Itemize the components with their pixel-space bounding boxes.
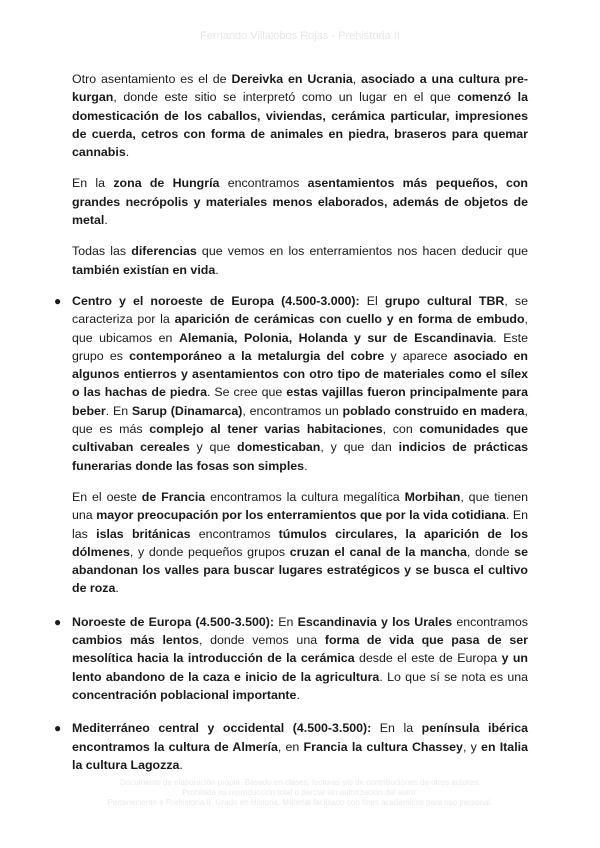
bold-text-run: comenzó la domesticación de los caballos, viviendas, cerámica particular, impresiones de cuerda, cetros con forma de animales en piedra, braseros para quemar cannabis: [72, 90, 529, 160]
text-run: que vemos en los enterramientos nos hacen deducir que: [196, 244, 528, 259]
text-run: , donde vemos una: [198, 633, 325, 648]
bold-text-run: Alemania, Polonia, Holanda y sur de Escandinavia: [178, 330, 494, 345]
text-run: . En: [105, 403, 132, 418]
paragraph: [72, 70, 528, 161]
bold-text-run: Francia la cultura Chassey: [303, 739, 463, 754]
text-run: , con: [382, 422, 420, 437]
bold-text-run: mayor preocupación por los enterramientos que por la vida cotidiana: [96, 508, 506, 523]
text-run: , donde: [466, 544, 515, 559]
bullet-dot-icon: ●: [54, 293, 62, 308]
text-run: Todas las: [72, 244, 132, 259]
text-run: . Lo que sí se nota es una: [379, 669, 528, 684]
bold-text-run: aparición de cerámicas con cuello y en forma de embudo: [174, 312, 525, 327]
bullet-item: [54, 719, 528, 774]
bold-text-run: complejo al tener varias habitaciones: [149, 422, 383, 437]
bold-text-run: cambios más lentos: [72, 633, 199, 648]
paragraph: [72, 242, 528, 279]
bullet-item: [54, 292, 529, 598]
text-run: y que: [189, 440, 238, 455]
document-body: [54, 70, 529, 789]
bold-text-run: indicios: [398, 440, 446, 455]
intro-paragraphs: [72, 70, 528, 279]
text-run: ,: [352, 72, 362, 86]
bullet-paragraph: [72, 292, 528, 475]
text-run: y aparece: [384, 348, 454, 363]
bold-text-run: grupo cultural TBR: [384, 293, 505, 308]
bullet-item: [54, 613, 528, 704]
text-run: . Se cree que: [207, 385, 287, 400]
bullet-dot-icon: ●: [54, 614, 62, 629]
text-run: .: [125, 145, 130, 160]
text-run: , que ubicamos en: [72, 312, 528, 345]
bold-text-run: zona de Hungría: [113, 176, 220, 191]
bold-text-run: Noroeste de Europa (4.500-3.500):: [72, 614, 275, 629]
bold-text-run: de prácticas funerarias donde las fosas son simples: [72, 440, 528, 473]
footer-watermark: [0, 778, 600, 808]
text-run: El: [359, 293, 385, 308]
text-run: , encontramos un: [242, 403, 343, 418]
bold-text-run: y un lento abandono de la caza e inicio de la agricultura: [72, 651, 528, 684]
bold-text-run: península ibérica encontramos la cultura de Almería: [72, 721, 528, 754]
text-run: .: [104, 213, 108, 228]
text-run: , se caracteriza por la: [72, 293, 528, 327]
text-run: encontramos la cultura megalítica: [205, 489, 405, 504]
text-run: .: [304, 458, 308, 473]
text-run: desde el este de Europa: [354, 651, 502, 666]
bold-text-run: en Italia la cultura Lagozza: [72, 739, 528, 772]
text-run: encontramos: [219, 176, 308, 191]
text-run: En la: [371, 721, 422, 736]
bold-text-run: también existían en vida: [72, 262, 216, 277]
bold-text-run: asociado a una cultura pre-kurgan: [72, 72, 529, 105]
bold-text-run: asociado en algunos entierros y asentamientos con otro tipo de materiales como el sílex o las hachas de piedra: [72, 348, 528, 400]
footer-line: Perteneciente a Prehistoria II. Grado en Historia. Material facilitado con fines académicos para uso personal.: [107, 798, 493, 807]
bold-text-run: domesticaban: [237, 440, 321, 455]
bullet-dot-icon: ●: [54, 721, 62, 736]
bullet-paragraph: [72, 613, 528, 704]
bold-text-run: de Francia: [141, 489, 206, 504]
text-run: , donde este sitio se interpretó como un lugar en el que: [113, 90, 458, 105]
bold-text-run: islas británicas: [96, 526, 191, 541]
text-run: , y: [462, 739, 482, 754]
text-run: Otro asentamiento es el de: [72, 72, 232, 86]
text-run: .: [179, 757, 183, 772]
text-run: En: [274, 614, 298, 629]
bold-text-run: Sarup (Dinamarca): [131, 403, 243, 418]
text-run: , y donde pequeños grupos: [129, 544, 290, 559]
bold-text-run: contemporáneo a la metalurgia del cobre: [129, 348, 385, 363]
bullet-paragraph: [72, 719, 528, 774]
text-run: En la: [72, 176, 114, 191]
bold-text-run: asentamientos más pequeños, con grandes necrópolis y materiales menos elaborados, además de objetos de metal: [72, 176, 528, 228]
text-run: En el oeste: [72, 489, 142, 504]
bold-text-run: Centro y el noroeste de Europa (4.500-3.000):: [72, 293, 360, 308]
text-run: encontramos: [190, 526, 279, 541]
bold-text-run: Escandinavia y los Urales: [297, 614, 453, 629]
bold-text-run: estas vajillas fueron principalmente para beber: [72, 385, 528, 418]
text-run: , en: [277, 739, 304, 754]
bold-text-run: diferencias: [131, 244, 197, 259]
text-run: .: [296, 687, 300, 702]
text-run: encontramos: [452, 614, 528, 629]
text-run: . Este grupo es: [72, 330, 529, 363]
footer-line: Documento de elaboración propia. Basado en clases, lecturas y/o de contribuciones de otros autores.: [119, 778, 481, 787]
header-watermark: Fernando Villalobos Rojas - Prehistoria II: [200, 30, 400, 42]
text-run: , que es más: [72, 403, 528, 437]
footer-line: Prohibida su reproducción total o parcial sin autorización del autor.: [182, 788, 418, 797]
text-run: , y que dan: [320, 440, 399, 455]
text-run: . En las: [72, 508, 528, 541]
bold-text-run: se abandonan los valles para buscar lugares estratégicos y se busca el cultivo de roza: [72, 544, 528, 596]
bold-text-run: túmulos circulares, la aparición de los dólmenes: [72, 526, 528, 559]
bold-text-run: Mediterráneo central y occidental (4.500-3.500):: [72, 721, 372, 736]
text-run: , que tienen una: [72, 489, 528, 523]
bold-text-run: poblado construido en madera: [342, 403, 525, 418]
text-run: .: [115, 581, 119, 596]
bold-text-run: cruzan el canal de la mancha: [289, 544, 467, 559]
bullet-list: [54, 292, 529, 774]
bold-text-run: concentración poblacional importante: [72, 687, 297, 702]
bold-text-run: comunidades que cultivaban cereales: [72, 422, 529, 455]
bullet-paragraph: [72, 488, 528, 598]
text-run: .: [215, 262, 219, 277]
bold-text-run: Morbihan: [404, 489, 461, 504]
bold-text-run: Dereivka en Ucrania: [231, 72, 353, 86]
paragraph: [72, 174, 528, 229]
bold-text-run: forma de vida que pasa de ser mesolítica hacia la introducción de la cerámica: [72, 633, 528, 666]
